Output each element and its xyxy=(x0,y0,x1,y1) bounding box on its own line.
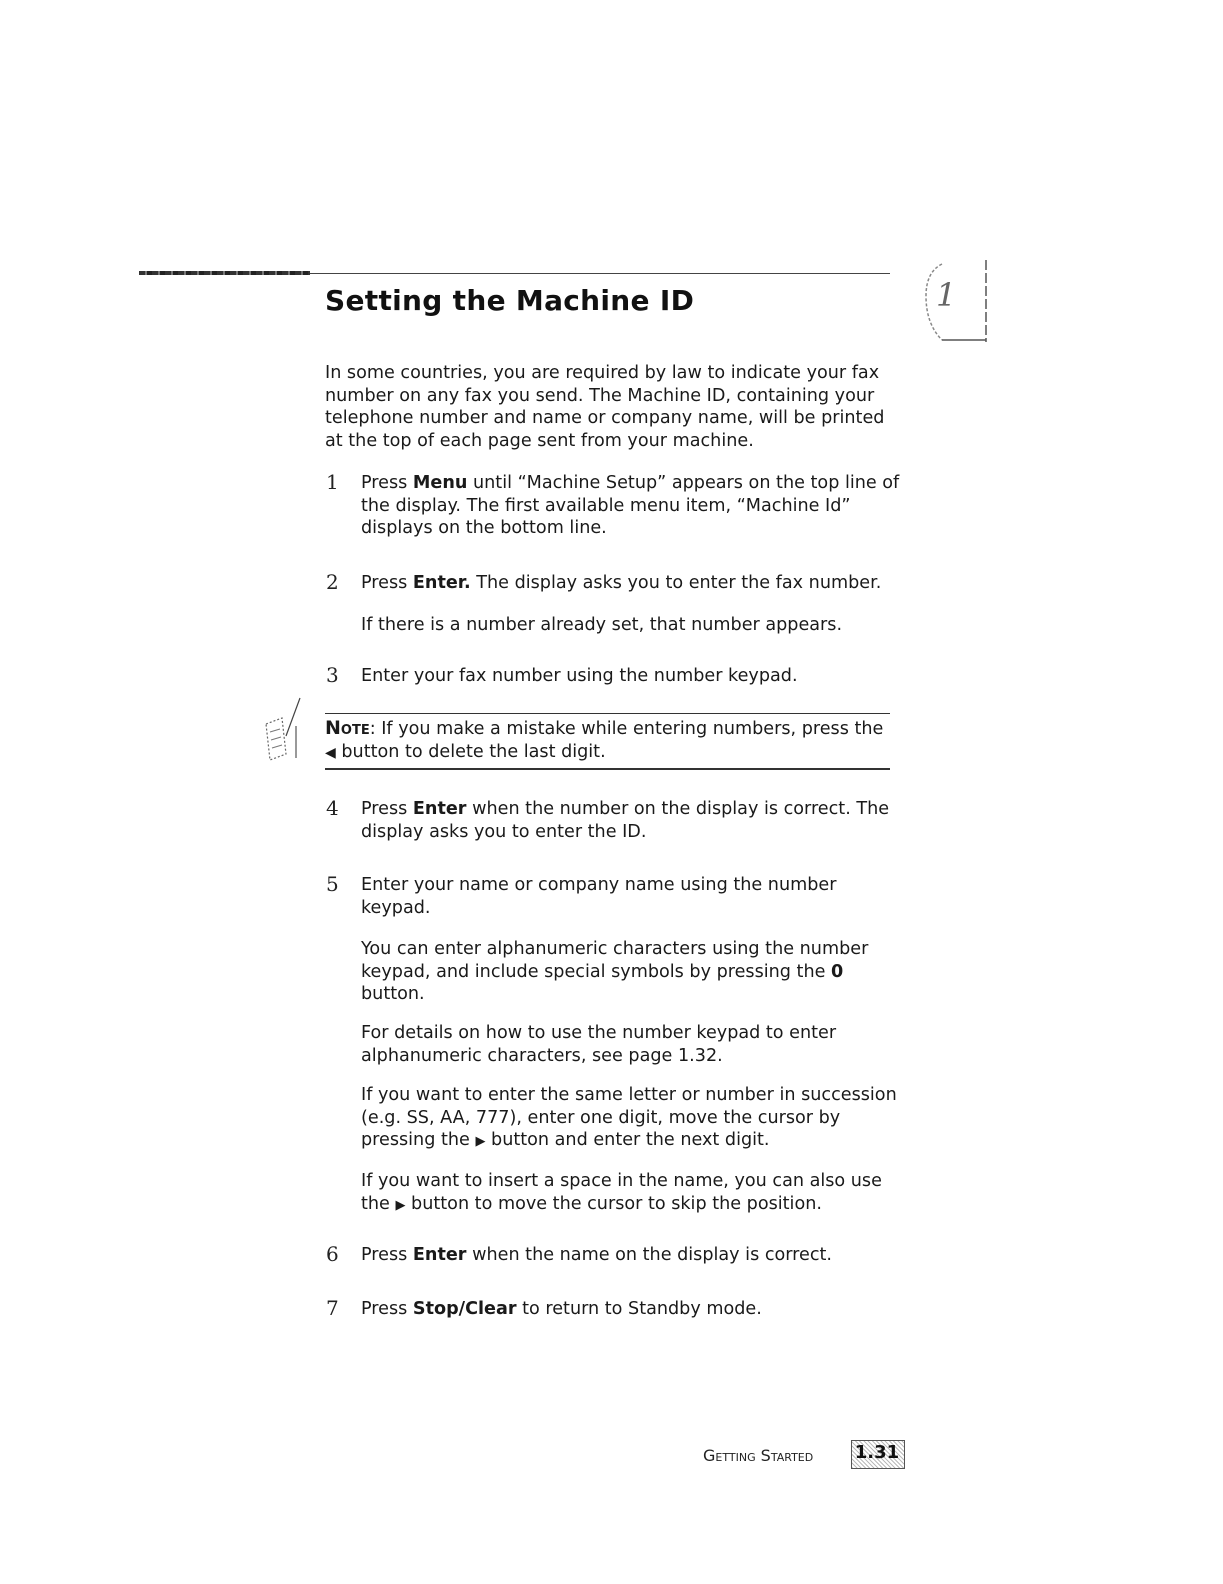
chapter-number: 1 xyxy=(936,276,957,314)
right-arrow-icon: ▶ xyxy=(395,1197,406,1213)
step-5-subtext-2: For details on how to use the number keypad to enter alphanumeric characters, see page 1.32. xyxy=(361,1023,837,1066)
footer-section-title: Getting Started xyxy=(703,1446,814,1465)
step-3-text: Enter your fax number using the number keypad. xyxy=(361,666,798,686)
enter-key-label: Enter xyxy=(412,799,467,819)
page-number: 1.31 xyxy=(854,1442,900,1463)
step-5-subtext-3: If you want to enter the same letter or number in succession (e.g. SS, AA, 777), enter one digit, move the cursor by pressing the ▶ button and enter the next digit. xyxy=(361,1085,897,1150)
note-label: Note xyxy=(325,717,370,739)
step-2-number: 2 xyxy=(326,570,339,594)
step-4-text: Press Enter when the number on the display is correct. The display asks you to enter the ID. xyxy=(361,799,890,842)
step-3-number: 3 xyxy=(326,663,339,687)
step-5-subtext-1: You can enter alphanumeric characters using the number keypad, and include special symbols by pressing the 0 button. xyxy=(361,939,869,1004)
note-rule-top xyxy=(325,713,890,714)
step-1-number: 1 xyxy=(326,470,339,494)
note-text: Note: If you make a mistake while entering numbers, press the ◀ button to delete the last digit. xyxy=(325,717,884,762)
step-7-text: Press Stop/Clear to return to Standby mode. xyxy=(361,1299,762,1319)
note-rule-bottom xyxy=(325,768,890,770)
header-rule-thick xyxy=(139,271,310,275)
header-rule xyxy=(310,273,890,274)
step-5-subtext-4: If you want to insert a space in the name, you can also use the ▶ button to move the cursor to skip the position. xyxy=(361,1171,882,1214)
step-7-number: 7 xyxy=(326,1296,339,1320)
step-6-number: 6 xyxy=(326,1242,339,1266)
menu-key-label: Menu xyxy=(412,473,468,493)
left-arrow-icon: ◀ xyxy=(325,744,336,761)
note-pencil-icon xyxy=(256,696,312,768)
step-1-text: Press Menu until “Machine Setup” appears on the top line of the display. The first available menu item, “Machine Id” displays on the bottom line. xyxy=(361,473,900,538)
enter-key-label: Enter xyxy=(412,1245,467,1265)
stop-clear-key-label: Stop/Clear xyxy=(412,1299,517,1319)
zero-key-label: 0 xyxy=(831,961,844,982)
step-5-number: 5 xyxy=(326,872,339,896)
step-4-number: 4 xyxy=(326,796,339,820)
intro-paragraph: In some countries, you are required by law to indicate your fax number on any fax you send. The Machine ID, containing your telephone number and name or company name, will be printed at the top of each page sent from your machine. xyxy=(325,363,885,451)
step-2-subtext: If there is a number already set, that number appears. xyxy=(361,615,843,635)
step-2-text: Press Enter. The display asks you to enter the fax number. xyxy=(361,573,882,593)
step-6-text: Press Enter when the name on the display is correct. xyxy=(361,1245,833,1265)
page-title: Setting the Machine ID xyxy=(325,284,695,317)
step-5-text: Enter your name or company name using the number keypad. xyxy=(361,875,837,918)
enter-key-label: Enter. xyxy=(412,573,471,593)
right-arrow-icon: ▶ xyxy=(475,1134,486,1149)
